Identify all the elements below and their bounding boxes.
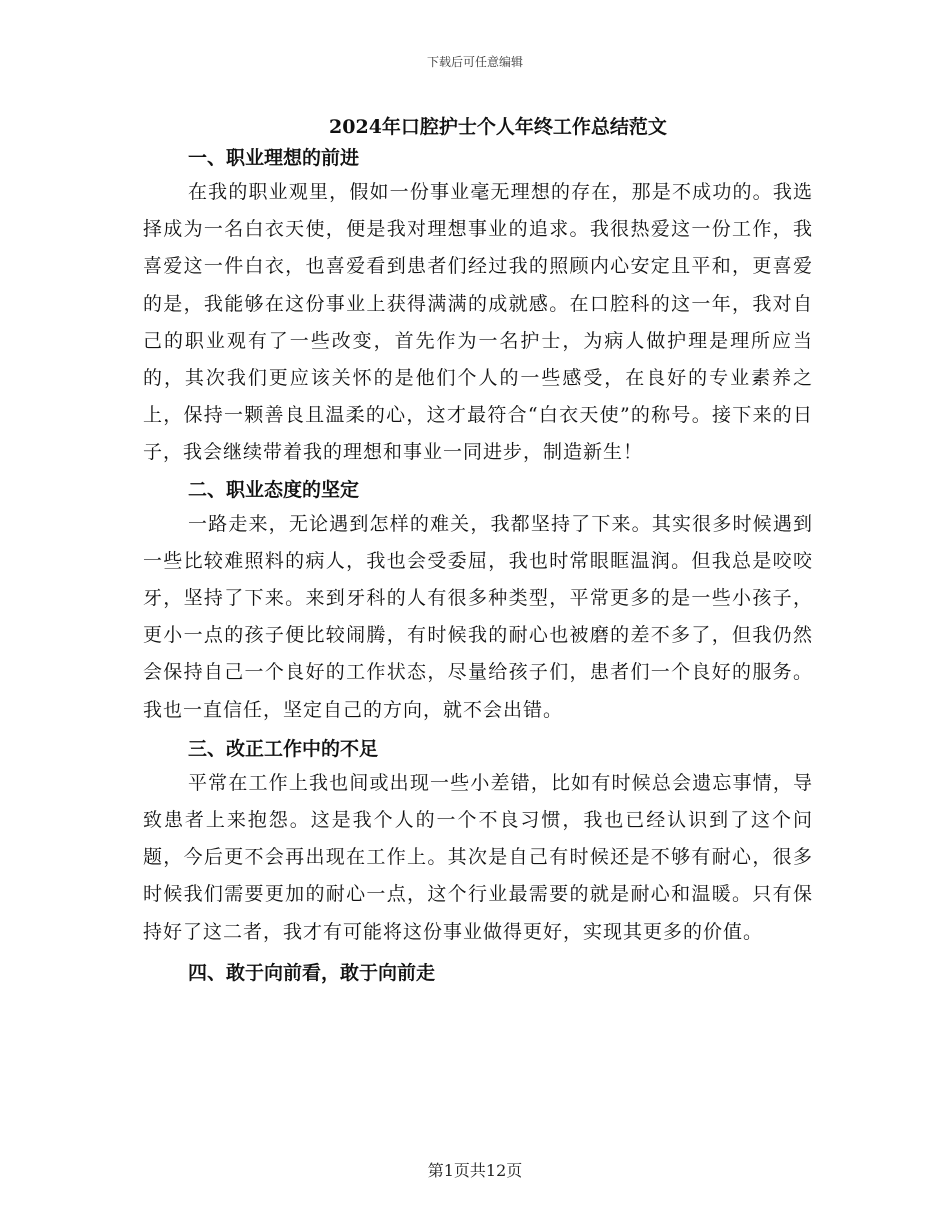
section-heading: 一、职业理想的前进	[188, 147, 360, 169]
section-4	[143, 957, 813, 989]
section-paragraph: 在我的职业观里，假如一份事业毫无理想的存在，那是不成功的。我选择成为一名白衣天使，便是我对理想事业的追求。我很热爱这一份工作，我喜爱这一件白衣，也喜爱看到患者们经过我的照顾内心安定且平和，更喜爱的是，我能够在这份事业上获得满满的成就感。在口腔科的这一年，我对自己的职业观有了一些改变，首先作为一名护士，为病人做护理是理所应当的，其次我们更应该关怀的是他们个人的一些感受，在良好的专业素养之上，保持一颗善良且温柔的心，这才最符合“白衣天使”的称号。接下来的日子，我会继续带着我的理想和事业一同进步，制造新生！	[143, 181, 813, 464]
section-1	[143, 142, 813, 472]
section-heading: 二、职业态度的坚定	[188, 478, 360, 501]
header-note: 下载后可任意编辑	[426, 55, 523, 69]
section-heading: 三、改正工作中的不足	[188, 737, 379, 760]
page-footer: 第1页共12页	[427, 1161, 523, 1180]
section-3	[143, 733, 813, 951]
document-title: 2024年口腔护士个人年终工作总结范文	[329, 116, 667, 138]
section-2	[143, 474, 813, 729]
section-paragraph: 平常在工作上我也间或出现一些小差错，比如有时候总会遗忘事情，导致患者上来抱怨。这是我个人的一个不良习惯，我也已经认识到了这个问题，今后更不会再出现在工作上。其次是自己有时候还是不够有耐心，很多时候我们需要更加的耐心一点，这个行业最需要的就是耐心和温暖。只有保持好了这二者，我才有可能将这份事业做得更好，实现其更多的价值。	[143, 771, 813, 943]
document-body	[143, 112, 813, 989]
section-heading: 四、敢于向前看，敢于向前走	[188, 961, 436, 984]
section-paragraph: 一路走来，无论遇到怎样的难关，我都坚持了下来。其实很多时候遇到一些比较难照料的病人，我也会受委屈，我也时常眼眶温润。但我总是咬咬牙，坚持了下来。来到牙科的人有很多种类型，平常更多的是一些小孩子，更小一点的孩子便比较闹腾，有时候我的耐心也被磨的差不多了，但我仍然会保持自己一个良好的工作状态，尽量给孩子们，患者们一个良好的服务。我也一直信任，坚定自己的方向，就不会出错。	[143, 512, 813, 721]
